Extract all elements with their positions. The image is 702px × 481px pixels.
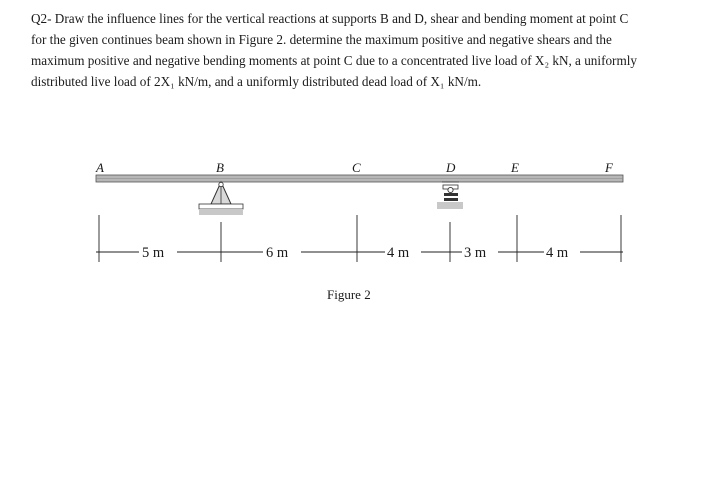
question-line: for the given continues beam shown in Figure 2. determine the maximum positive and negative shears and the <box>31 32 612 47</box>
roller-support-d <box>437 182 463 209</box>
point-label-d: D <box>446 160 456 175</box>
question-line: distributed live load of 2X₁ kN/m, and a uniformly distributed dead load of X₁ kN/m. <box>31 74 482 89</box>
point-label-e: E <box>511 160 519 175</box>
point-label-b: B <box>216 160 224 175</box>
span-label-de: 3 m <box>464 245 487 261</box>
question-line: maximum positive and negative bending moments at point C due to a concentrated live load of X₂ kN, a uniformly <box>31 53 637 68</box>
span-label-ab: 5 m <box>142 245 165 261</box>
span-label-cd: 4 m <box>387 245 410 261</box>
figure-caption: Figure 2 <box>327 287 371 302</box>
pin-support-b <box>199 182 243 215</box>
point-label-c: C <box>352 160 361 175</box>
span-label-ef: 4 m <box>546 245 569 261</box>
beam <box>96 175 623 182</box>
point-label-a: A <box>96 160 104 175</box>
span-label-bc: 6 m <box>266 245 289 261</box>
question-line: Q2- Draw the influence lines for the vertical reactions at supports B and D, shear and bending moment at point C <box>31 11 629 26</box>
point-label-f: F <box>605 160 613 175</box>
